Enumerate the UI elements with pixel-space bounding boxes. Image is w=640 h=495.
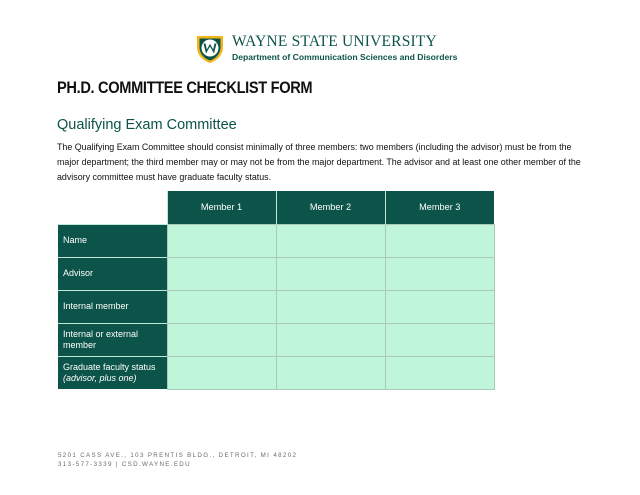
advisor-member-3-cell[interactable] <box>385 257 494 290</box>
university-name: WAYNE STATE UNIVERSITY <box>232 33 437 51</box>
table-row <box>58 290 494 323</box>
row-label: Internal or external member <box>63 328 139 350</box>
int-ext-member-2-cell[interactable] <box>276 323 385 356</box>
name-member-1-cell[interactable] <box>167 224 276 257</box>
row-label: Internal member <box>63 301 129 311</box>
header <box>194 31 457 65</box>
department-name: Department of Communication Sciences and Disorders <box>232 51 458 62</box>
name-member-3-cell[interactable] <box>385 224 494 257</box>
page-title: PH.D. COMMITTEE CHECKLIST FORM <box>57 78 313 97</box>
row-sublabel: (advisor, plus one) <box>63 372 137 383</box>
intro-paragraph: The Qualifying Exam Committee should consist minimally of three members: two members (including the advisor) must be from the major department; the third member may or may not be from the major department. The advisor and at least one other member of the advisory committee must have graduate faculty status. <box>57 142 581 182</box>
table-header-row <box>58 191 494 224</box>
column-header-member-2: Member 2 <box>276 191 385 224</box>
table-row <box>58 323 494 356</box>
column-header-member-1: Member 1 <box>167 191 276 224</box>
row-header-internal-member <box>58 290 167 323</box>
advisor-member-2-cell[interactable] <box>276 257 385 290</box>
int-ext-member-3-cell[interactable] <box>385 323 494 356</box>
footer-address: 5201 CASS AVE., 103 PRENTIS BLDG., DETROIT, MI 48202 <box>58 452 298 459</box>
committee-table <box>58 191 495 390</box>
section-heading: Qualifying Exam Committee <box>57 117 237 133</box>
table-corner <box>58 191 167 224</box>
footer-contact: 313-577-3339 | CSD.WAYNE.EDU <box>58 461 191 468</box>
row-label: Name <box>63 235 88 245</box>
internal-member-1-cell[interactable] <box>167 290 276 323</box>
row-header-advisor <box>58 257 167 290</box>
row-header-graduate-faculty-status <box>58 356 167 389</box>
name-member-2-cell[interactable] <box>276 224 385 257</box>
grad-status-member-2-cell[interactable] <box>276 356 385 389</box>
row-label: Advisor <box>63 268 94 278</box>
table-row <box>58 257 494 290</box>
internal-member-2-cell[interactable] <box>276 290 385 323</box>
grad-status-member-3-cell[interactable] <box>385 356 494 389</box>
column-header-member-3: Member 3 <box>385 191 494 224</box>
internal-member-3-cell[interactable] <box>385 290 494 323</box>
table-row <box>58 224 494 257</box>
table-row <box>58 356 494 389</box>
advisor-member-1-cell[interactable] <box>167 257 276 290</box>
row-header-internal-or-external <box>58 323 167 356</box>
header-text <box>232 34 457 61</box>
footer <box>58 451 297 469</box>
row-header-name <box>58 224 167 257</box>
row-label: Graduate faculty status <box>63 361 156 372</box>
wsu-w-shield-icon <box>194 32 226 64</box>
grad-status-member-1-cell[interactable] <box>167 356 276 389</box>
int-ext-member-1-cell[interactable] <box>167 323 276 356</box>
